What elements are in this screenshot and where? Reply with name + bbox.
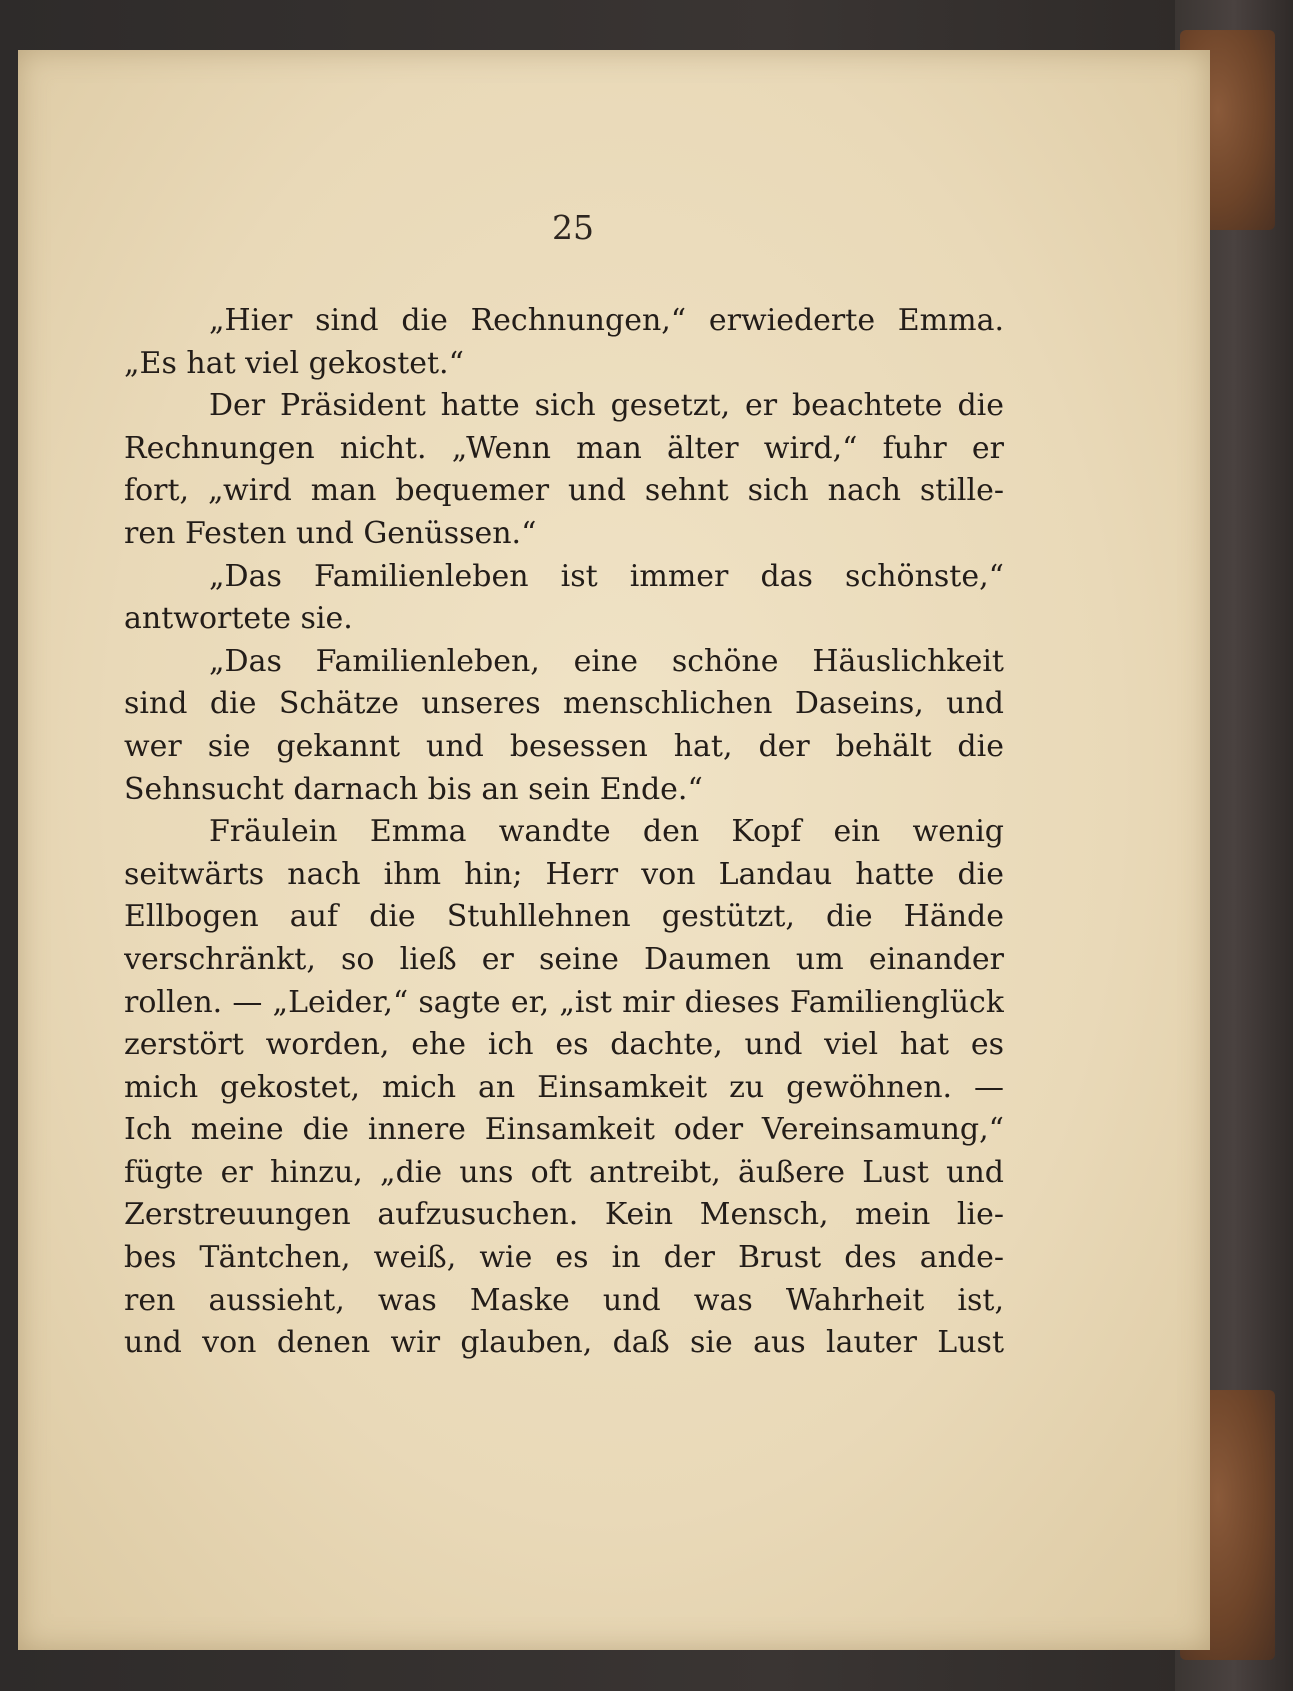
text-line: fügte er hinzu, „die uns oft antreibt, äußere Lust und — [124, 1154, 1004, 1190]
text-line: fort, „wird man bequemer und sehnt sich nach stille- — [124, 473, 1004, 509]
text-line: Zerstreuungen aufzusuchen. Kein Mensch, mein lie- — [124, 1197, 1004, 1233]
text-line: und von denen wir glauben, daß sie aus lauter Lust — [124, 1325, 1004, 1361]
text-line: „Es hat viel gekostet.“ — [124, 345, 464, 381]
text-line: „Hier sind die Rechnungen,“ erwiederte Emma. — [209, 303, 1004, 338]
text-line: Rechnungen nicht. „Wenn man älter wird,“ fuhr er — [124, 430, 1004, 466]
text-line: Sehnsucht darnach bis an sein Ende.“ — [124, 771, 703, 807]
text-line: Ellbogen auf die Stuhllehnen gestützt, die Hände — [124, 899, 1004, 935]
text-line: bes Täntchen, weiß, wie es in der Brust des ande- — [124, 1240, 1004, 1276]
text-line: ren aussieht, was Maske und was Wahrheit ist, — [124, 1282, 1004, 1318]
text-line: Der Präsident hatte sich gesetzt, er beachtete die — [209, 388, 1004, 424]
text-line: zerstört worden, ehe ich es dachte, und viel hat es — [124, 1027, 1004, 1063]
text-line: „Das Familienleben ist immer das schönste,“ — [209, 558, 1004, 594]
text-line: wer sie gekannt und besessen hat, der behält die — [124, 728, 1004, 764]
text-line: rollen. — „Leider,“ sagte er, „ist mir dieses Familienglück — [124, 984, 1004, 1020]
text-line: seitwärts nach ihm hin; Herr von Landau hatte die — [124, 856, 1004, 892]
text-line: ren Festen und Genüssen.“ — [124, 515, 537, 551]
text-line: „Das Familienleben, eine schöne Häuslichkeit — [209, 643, 1004, 679]
text-line: sind die Schätze unseres menschlichen Daseins, und — [124, 686, 1004, 722]
text-line: antwortete sie. — [124, 601, 353, 637]
page-text — [124, 300, 1004, 1365]
book-page — [18, 50, 1210, 1650]
text-line: Fräulein Emma wandte den Kopf ein wenig — [209, 814, 1004, 850]
text-line: mich gekostet, mich an Einsamkeit zu gewöhnen. — — [124, 1069, 1004, 1105]
text-line: verschränkt, so ließ er seine Daumen um einander — [124, 941, 1004, 977]
page-number: 25 — [552, 208, 594, 247]
text-line: Ich meine die innere Einsamkeit oder Vereinsamung,“ — [124, 1112, 1004, 1148]
